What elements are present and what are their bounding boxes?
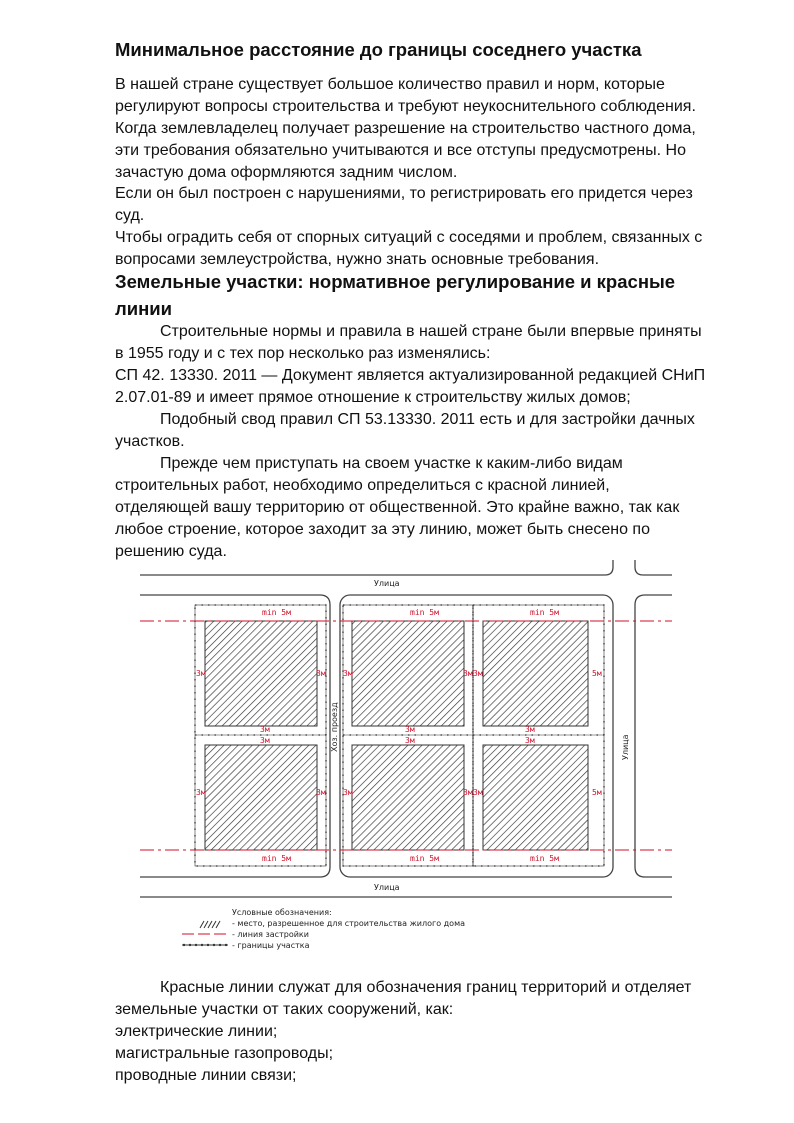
setback-label-side: 5м [592,669,602,678]
text-line: Прежде чем приступать на своем участке к каким-либо видам [160,455,623,472]
legend-hatch-icon [216,921,220,928]
setback-label-between: 3м [260,725,270,734]
legend-hatch-icon [204,921,208,928]
setback-label-between: 3м [405,725,415,734]
text-line: любое строение, которое заходит за эту линию, может быть снесено по [115,521,650,538]
text-line: Чтобы оградить себя от спорных ситуаций с соседями и проблем, связанных с [115,229,703,246]
text-line: проводные линии связи; [115,1067,297,1084]
text-line: Строительные нормы и правила в нашей стране были впервые приняты [160,323,702,340]
legend-title: Условные обозначения: [232,908,332,917]
driveway-label: Хоз. проезд [330,702,339,752]
setback-label-side: 3м [316,788,326,797]
buildable-area [205,621,317,726]
setback-label-side: 3м [196,669,206,678]
setback-label-side: 3м [316,669,326,678]
setback-label-side: 3м [343,669,353,678]
setback-label-side: 3м [196,788,206,797]
street-label-top: Улица [374,579,400,588]
legend-hatch-label: - место, разрешенное для строительства жилого дома [232,919,465,928]
legend-red-line-label: - линия застройки [232,930,309,939]
legend-boundary-dot [195,944,197,946]
text-line: отделяющей вашу территорию от общественной. Это крайне важно, так как [115,499,680,516]
legend-hatch-icon [212,921,216,928]
block-right [635,595,672,877]
text-line: эти требования обязательно учитываются и все отступы предусмотрены. Но [115,142,686,159]
setback-label-side: 3м [343,788,353,797]
legend-boundary-dot [201,944,203,946]
legend-boundary-dot [213,944,215,946]
text-line: решению суда. [115,543,227,560]
text-line: участков. [115,433,185,450]
page-title: Минимальное расстояние до границы соседнего участка [115,39,642,60]
legend-boundary-label: - границы участка [232,941,310,950]
legend-hatch-icon [200,921,204,928]
text-line: магистральные газопроводы; [115,1045,334,1062]
text-line: строительных работ, необходимо определиться с красной линией, [115,477,610,494]
setback-label-front: min 5м [262,608,291,617]
text-line: в 1955 году и с тех пор несколько раз изменялись: [115,345,491,362]
legend-hatch-icon [208,921,212,928]
street-label-right: Улица [621,734,630,760]
legend-boundary-dot [207,944,209,946]
setback-label-front: min 5м [410,608,439,617]
text-line: зачастую дома оформляются задним числом. [115,164,458,181]
text-line: Если он был построен с нарушениями, то регистрировать его придется через [115,185,693,202]
setback-label-side: 3м [463,669,473,678]
setback-label-between: 3м [525,725,535,734]
legend-boundary-dot [219,944,221,946]
setback-label-side: 3м [463,788,473,797]
legend-boundary-dot [183,944,185,946]
buildable-area [352,621,464,726]
text-line: СП 42. 13330. 2011 — Документ является актуализированной редакцией СНиП [115,367,706,384]
setback-label-side: 3м [473,788,483,797]
text-line: земельные участки от таких сооружений, как: [115,1001,454,1018]
buildable-area [483,745,588,850]
text-line: электрические линии; [115,1023,278,1040]
text-line: В нашей стране существует большое количество правил и норм, которые [115,76,665,93]
section-heading: Земельные участки: нормативное регулирование и красные [115,271,676,292]
setback-label-between: 3м [260,736,270,745]
setback-label-back: min 5м [530,854,559,863]
text-line: Подобный свод правил СП 53.13330. 2011 есть и для застройки дачных [160,411,695,428]
setback-label-back: min 5м [410,854,439,863]
section-heading: линии [115,298,173,319]
setback-label-back: min 5м [262,854,291,863]
buildable-area [483,621,588,726]
setback-label-side: 5м [592,788,602,797]
text-line: Красные линии служат для обозначения границ территорий и отделяет [160,979,692,996]
street-label-bottom: Улица [374,883,400,892]
street-edge-top-right [635,560,672,575]
setback-label-front: min 5м [530,608,559,617]
legend-boundary-dot [225,944,227,946]
street-edge-top [140,560,613,575]
buildable-area [352,745,464,850]
text-line: 2.07.01-89 и имеет прямое отношение к строительству жилых домов; [115,389,631,406]
text-line: Когда землевладелец получает разрешение на строительство частного дома, [115,120,696,137]
text-line: суд. [115,207,145,224]
setback-label-between: 3м [405,736,415,745]
text-line: регулируют вопросы строительства и требуют неукоснительного соблюдения. [115,98,696,115]
text-line: вопросами землеустройства, нужно знать основные требования. [115,251,600,268]
buildable-area [205,745,317,850]
setback-label-between: 3м [525,736,535,745]
legend-boundary-dot [189,944,191,946]
setback-label-side: 3м [473,669,483,678]
